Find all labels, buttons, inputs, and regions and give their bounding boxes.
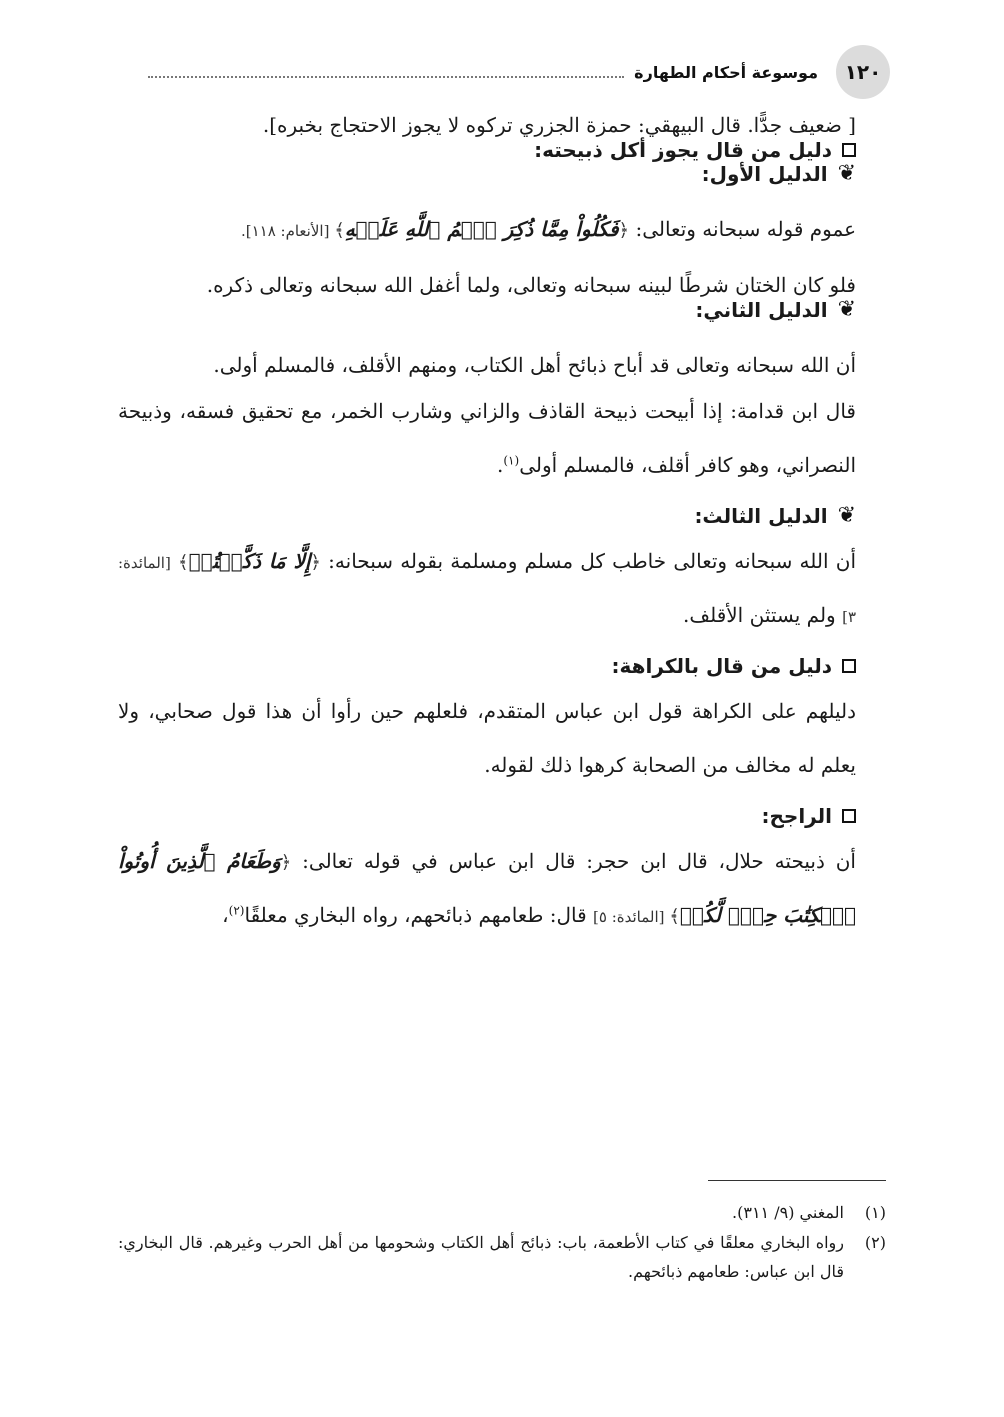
text-run: ، xyxy=(222,903,229,928)
footnote-marker[interactable]: (١) xyxy=(503,453,520,468)
text-run: أن ذبيحته حلال، قال ابن حجر: قال ابن عباس في قوله تعالى: xyxy=(291,849,856,874)
paragraph-ibn-qudama xyxy=(118,384,856,492)
paragraph-verse-maida-3 xyxy=(118,534,856,642)
running-title: موسوعة أحكام الطهارة xyxy=(634,62,818,82)
verse-text: إِلَّا مَا ذَكَّيۡتُمۡ xyxy=(188,549,311,574)
running-head xyxy=(148,59,822,85)
paragraph-people-of-book: أن الله سبحانه وتعالى قد أباح ذبائح أهل الكتاب، ومنهم الأقلف، فالمسلم أولى. xyxy=(213,353,856,378)
subheading-second-evidence xyxy=(118,298,856,322)
paragraph-verdict xyxy=(118,834,856,942)
square-box-icon xyxy=(842,659,856,673)
square-box-icon xyxy=(842,809,856,823)
footnote-number: (١) xyxy=(864,1203,886,1222)
leaf-ornament-icon: ❦ xyxy=(837,297,856,323)
verse-reference: [المائدة: ٥] xyxy=(593,908,670,927)
section-heading-text: دليل من قال بالكراهة: xyxy=(611,654,832,679)
page-number: ١٢٠ xyxy=(836,45,890,99)
text-run: . xyxy=(497,453,504,478)
square-box-icon xyxy=(842,143,856,157)
page-body xyxy=(118,112,856,942)
verse-bracket-close: ﴾ xyxy=(669,906,680,928)
verse-bracket-close: ﴾ xyxy=(334,220,345,241)
page-header xyxy=(148,45,890,97)
paragraph-grading: [ ضعيف جدًّا. قال البيهقي: حمزة الجزري تركوه لا يجوز الاحتجاج بخبره]. xyxy=(262,113,856,137)
paragraph-verse-anam xyxy=(118,216,856,242)
footnote-item xyxy=(118,1198,886,1228)
subheading-third-evidence xyxy=(118,504,856,528)
subheading-text: الدليل الأول: xyxy=(701,162,828,186)
footnote-number: (٢) xyxy=(864,1232,886,1252)
subheading-text: الدليل الثالث: xyxy=(694,504,828,529)
verse-text: فَكُلُواْ مِمَّا ذُكِرَ ٱسۡمُ ٱللَّهِ عَلَيۡهِ xyxy=(344,217,619,241)
section-heading-text: دليل من قال يجوز أكل ذبيحته: xyxy=(534,138,832,162)
leaf-ornament-icon: ❦ xyxy=(837,503,856,529)
footnote-text: المغني (٩/ ٣١١). xyxy=(732,1203,844,1222)
verse-bracket-open: ﴿ xyxy=(280,852,292,874)
section-heading-text: الراجح: xyxy=(761,804,832,829)
verse-text: وَطَعَامُ ٱلَّذِينَ أُوتُواْ ٱلۡكِتَٰبَ حِلّٞ لَّكُمۡ xyxy=(118,849,856,928)
footnote-marker[interactable]: (٢) xyxy=(228,903,245,918)
dotted-leader xyxy=(148,76,624,78)
paragraph-ibn-abbas: دليلهم على الكراهة قول ابن عباس المتقدم، فلعلهم حين رأوا أن هذا قول صحابي، ولا يعلم له مخالف من الصحابة كرهوا ذلك لقوله. xyxy=(118,699,856,778)
quran-verse xyxy=(334,217,629,241)
text-run: عموم قوله سبحانه وتعالى: xyxy=(629,217,856,241)
footnotes xyxy=(118,1198,886,1287)
footnote-text: رواه البخاري معلقًا في كتاب الأطعمة، باب: ذبائح أهل الكتاب وشحومها من أهل الحرب وغيرهم. قال البخاري: قال ابن عباس: طعامهم ذبائحهم. xyxy=(118,1232,844,1282)
text-run: ولم يستثن الأقلف. xyxy=(683,603,843,628)
text-run: قال ابن قدامة: إذا أبيحت ذبيحة القاذف والزاني وشارب الخمر، مع تحقيق فسقه، وذبيحة النصراني، وهو كافر أقلف، فالمسلم أولى xyxy=(118,399,856,478)
quran-verse xyxy=(178,549,321,573)
section-heading-disliked xyxy=(118,654,856,678)
text-run: قال: طعامهم ذبائحهم، رواه البخاري معلقًا xyxy=(244,903,594,928)
subheading-text: الدليل الثاني: xyxy=(695,298,828,323)
paragraph-circumcision: فلو كان الختان شرطًا لبينه سبحانه وتعالى، ولما أغفل الله سبحانه وتعالى ذكره. xyxy=(206,273,856,298)
section-heading-preferred xyxy=(118,804,856,828)
footnote-item xyxy=(118,1228,886,1287)
verse-reference: [الأنعام: ١١٨]. xyxy=(240,222,335,240)
subheading-first-evidence xyxy=(118,162,856,186)
verse-bracket-close: ﴾ xyxy=(178,552,189,574)
verse-bracket-open: ﴿ xyxy=(618,220,630,241)
footnote-separator xyxy=(708,1180,886,1181)
section-heading-permissible xyxy=(118,138,856,162)
leaf-ornament-icon: ❦ xyxy=(837,161,856,186)
verse-bracket-open: ﴿ xyxy=(310,552,321,574)
verse-reference: [المائدة: ٣] xyxy=(118,554,856,627)
text-run: أن الله سبحانه وتعالى خاطب كل مسلم ومسلمة بقوله سبحانه: xyxy=(320,549,857,574)
